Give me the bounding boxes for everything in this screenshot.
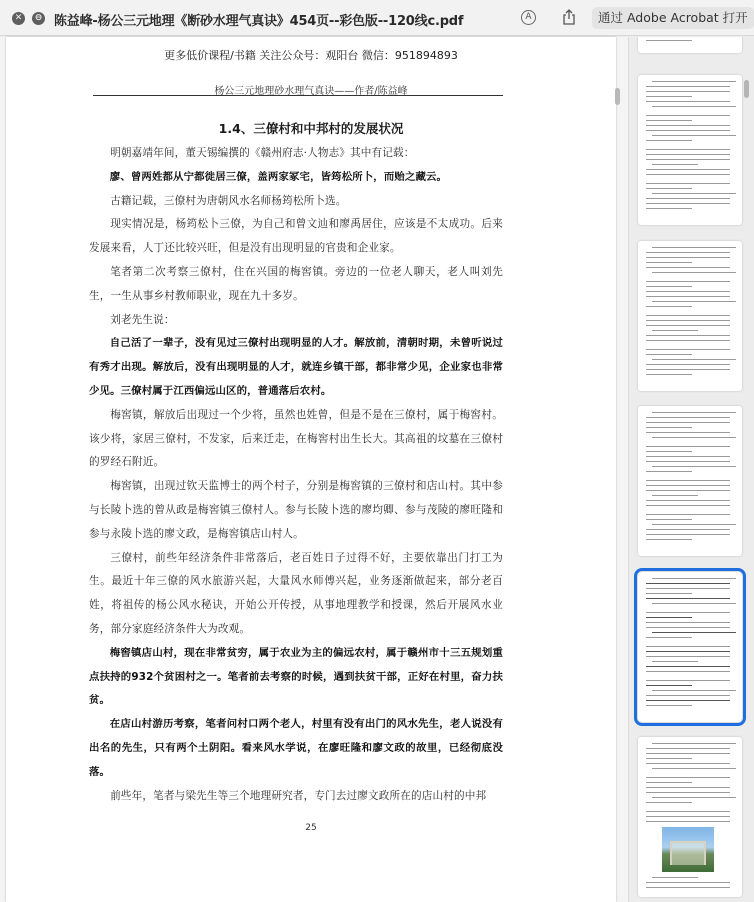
thumbnail-text-line	[652, 690, 736, 691]
thumbnail-text-line	[646, 622, 730, 623]
markup-icon[interactable]: A	[521, 10, 536, 25]
body-paragraph: 在店山村游历考察，笔者问村口两个老人，村里有没有出门的风水先生，老人说没有出名的先生，只有两个土阴阳。看来风水学说，在廖旺隆和廖文政的故里，已经彻底没落。	[89, 718, 503, 778]
header-rule	[93, 95, 503, 96]
thumbnail-text-line	[646, 753, 730, 754]
thumbnail-text-line	[646, 490, 730, 491]
thumbnail-text-line	[652, 81, 736, 82]
thumbnail-text-line	[646, 671, 730, 672]
thumbnail-text-line	[652, 412, 736, 413]
thumbnail-text-line	[646, 505, 730, 506]
thumbnail-text-line	[652, 495, 698, 496]
thumbnail-text-line	[646, 140, 692, 141]
thumbnail-text-line	[646, 485, 730, 486]
thumbnail-text-line	[646, 748, 730, 749]
page-thumbnail[interactable]	[638, 75, 742, 225]
thumbnail-text-line	[652, 603, 736, 604]
pdf-page	[6, 37, 616, 902]
thumbnail-text-line	[652, 301, 736, 302]
thumbnail-text-line	[646, 811, 730, 812]
thumbnail-sidebar[interactable]	[628, 37, 754, 902]
thumbnail-text-line	[646, 125, 730, 126]
thumbnail-text-line	[646, 666, 730, 667]
thumbnail-text-line	[646, 159, 730, 160]
thumbnail-text-line	[646, 188, 692, 189]
thumbnail-text-line	[646, 354, 692, 355]
thumbnail-text-line	[646, 763, 730, 764]
thumbnail-text-line	[652, 272, 736, 273]
thumbnail-text-line	[646, 593, 692, 594]
thumbnail-text-line	[652, 768, 736, 769]
thumbnail-text-line	[646, 306, 692, 307]
thumbnail-text-line	[646, 500, 730, 501]
thumbnail-text-line	[646, 588, 730, 589]
thumbnail-text-line	[646, 782, 692, 783]
thumbnail-text-line	[652, 135, 736, 136]
body-paragraph: 三僚村，前些年经济条件非常落后，老百姓日子过得不好，主要依靠出门打工为生。最近十年三僚的风水旅游兴起，大量风水师傅兴起，业务逐渐做起来，部分老百姓，将祖传的杨公风水秘诀，开始公开传授，从事地理教学和授课，然后开展风水业务，部分家庭经济条件大为改观。	[89, 551, 503, 635]
thumbnail-text-line	[646, 680, 730, 681]
body-paragraph: 明朝嘉靖年间，董天锡编撰的《赣州府志·人物志》其中有记载：	[110, 147, 415, 159]
thumbnail-text-line	[646, 816, 730, 817]
thumbnail-text-line	[646, 86, 730, 87]
thumbnail-text-line	[646, 821, 730, 822]
thumbnail-text-line	[646, 325, 730, 326]
thumbnail-text-line	[646, 695, 730, 696]
thumbnail-text-line	[646, 374, 692, 375]
thumbnail-photo	[662, 827, 714, 872]
thumbnail-text-line	[646, 101, 730, 102]
thumbnail-text-line	[646, 787, 730, 788]
thumbnail-text-line	[646, 583, 730, 584]
thumbnail-text-line	[646, 291, 730, 292]
thumbnail-text-line	[646, 777, 730, 778]
thumbnail-text-line	[652, 661, 698, 662]
thumbnail-text-line	[646, 882, 730, 883]
minimize-window-icon[interactable]: ⊖	[32, 12, 45, 25]
thumbnail-text-line	[646, 637, 692, 638]
thumbnail-text-line	[646, 257, 730, 258]
thumbnail-text-line	[646, 130, 730, 131]
thumbnail-text-line	[646, 427, 692, 428]
thumbnail-text-line	[652, 743, 736, 744]
thumbnail-text-line	[646, 262, 692, 263]
open-in-acrobat-button[interactable]: 通过 Adobe Acrobat 打开	[592, 7, 754, 29]
thumbnail-text-line	[652, 578, 736, 579]
thumbnail-text-line	[646, 417, 730, 418]
thumbnail-text-line	[646, 40, 692, 41]
page-thumbnail[interactable]	[638, 241, 742, 391]
page-thumbnail[interactable]	[638, 572, 742, 722]
thumbnail-text-line	[646, 617, 692, 618]
thumbnail-text-line	[652, 632, 736, 633]
thumbnail-text-line	[646, 169, 730, 170]
thumbnail-text-line	[646, 700, 730, 701]
thumbnail-text-line	[646, 612, 730, 613]
thumbnail-text-line	[646, 369, 730, 370]
thumbnail-text-line	[646, 656, 730, 657]
thumbnail-text-line	[652, 106, 736, 107]
thumbnail-text-line	[646, 685, 692, 686]
thumbnail-text-line	[646, 174, 730, 175]
thumbnail-text-line	[646, 315, 730, 316]
thumbnail-text-line	[646, 281, 730, 282]
thumbnail-text-line	[652, 466, 736, 467]
body-paragraph: 古籍记载，三僚村为唐朝风水名师杨筠松所卜选。	[110, 194, 347, 207]
page-number: 25	[305, 823, 317, 833]
thumbnail-text-line	[646, 627, 730, 628]
thumbnail-text-line	[646, 364, 730, 365]
share-icon[interactable]	[560, 9, 578, 27]
thumbnail-text-line	[646, 252, 730, 253]
thumbnail-text-line	[652, 797, 736, 798]
thumbnail-text-line	[646, 519, 692, 520]
close-window-icon[interactable]: ✕	[12, 12, 25, 25]
running-header: 杨公三元地理砂水理气真诀——作者/陈益峰	[214, 86, 408, 97]
gate-illustration	[670, 841, 706, 865]
thumbnail-text-line	[646, 267, 730, 268]
thumbnail-text-line	[646, 456, 730, 457]
share-glyph	[562, 9, 576, 25]
page-thumbnail[interactable]	[638, 37, 742, 53]
section-heading: 1.4、三僚村和中邦村的发展状况	[218, 121, 404, 136]
page-top-note: 更多低价课程/书籍 关注公众号：观阳台 微信：951894893	[164, 49, 458, 62]
thumbnail-text-line	[646, 598, 730, 599]
thumbnail-text-line	[646, 651, 730, 652]
body-paragraph: 梅窖镇，解放后出现过一个少将，虽然也姓曾，但是不是在三僚村，属于梅窖村。该少将，家居三僚村，不发家，后来迁走，在梅窖村出生长大。其高祖的坟墓在三僚村的罗经石附近。	[89, 408, 503, 469]
thumbnail-text-line	[646, 446, 730, 447]
body-paragraph: 自己活了一辈子，没有见过三僚村出现明显的人才。解放前，清朝时期，未曾听说过有秀才出现。解放后，没有出现明显的人才，就连乡镇干部，都非常少见，企业家也非常少见。三僚村属于江西偏远山区的，普通落后农村。	[89, 337, 503, 397]
thumbnail-text-line	[652, 359, 736, 360]
thumbnail-text-line	[646, 514, 730, 515]
thumbnail-text-line	[646, 320, 730, 321]
thumbnail-text-line	[646, 802, 692, 803]
thumbnail-text-line	[646, 203, 730, 204]
thumbnail-text-line	[646, 335, 730, 336]
thumbnail-text-line	[652, 164, 698, 165]
body-paragraph: 前些年，笔者与梁先生等三个地理研究者，专门去过廖文政所在的店山村的中邦	[110, 789, 487, 802]
thumbnail-text-line	[646, 96, 692, 97]
thumbnail-text-line	[646, 340, 730, 341]
thumbnail-text-line	[646, 792, 730, 793]
thumbnail-text-line	[646, 451, 692, 452]
thumbnail-text-line	[646, 286, 692, 287]
thumbnail-text-line	[646, 154, 730, 155]
thumbnail-text-line	[646, 539, 692, 540]
body-paragraph: 刘老先生说：	[110, 313, 175, 326]
thumbnail-text-line	[646, 91, 730, 92]
thumbnail-text-line	[646, 461, 730, 462]
thumbnail-text-line	[646, 480, 730, 481]
body-paragraph: 廖、曾两姓都从宁都徙居三僚，盖两家冢宅，皆筠松所卜，而贻之藏云。	[109, 170, 448, 183]
thumbnail-text-line	[646, 115, 730, 116]
body-paragraph: 笔者第二次考察三僚村，住在兴国的梅窖镇。旁边的一位老人聊天，老人叫刘先生，一生从事乡村教师职业，现在九十多岁。	[89, 265, 503, 302]
thumbnail-text-line	[646, 208, 692, 209]
thumbnail-text-line	[652, 193, 736, 194]
thumbnail-text-line	[646, 887, 730, 888]
thumbnail-text-line	[646, 534, 730, 535]
page-thumbnail[interactable]	[638, 406, 742, 556]
thumbnail-text-line	[646, 149, 730, 150]
thumbnail-text-line	[646, 198, 730, 199]
thumbnail-text-line	[652, 330, 698, 331]
document-viewer[interactable]	[0, 37, 628, 902]
thumbnail-text-line	[646, 120, 692, 121]
thumbnail-text-line	[646, 422, 730, 423]
body-paragraph: 梅窖镇店山村，现在非常贫穷，属于农业为主的偏远农村，属于赣州市十三五规划重点扶持的932个贫困村之一。笔者前去考察的时候，遇到扶贫干部，正好在村里，奋力扶贫。	[89, 646, 503, 707]
thumbnail-text-line	[646, 349, 730, 350]
thumbnail-text-line	[646, 529, 730, 530]
thumbnail-text-line	[652, 437, 736, 438]
thumbnail-text-line	[646, 432, 730, 433]
thumbnail-text-line	[646, 705, 692, 706]
thumbnail-text-line	[646, 296, 730, 297]
body-paragraph: 现实情况是，杨筠松卜三僚，为自己和曾文辿和廖禹居住，应该是不太成功。后来发展来看，人丁还比较兴旺，但是没有出现明显的官贵和企业家。	[89, 218, 503, 255]
thumbnail-text-line	[646, 758, 692, 759]
thumbnail-text-line	[652, 524, 736, 525]
window-titlebar	[0, 0, 754, 36]
page-body	[89, 142, 503, 808]
thumbnail-text-line	[652, 247, 736, 248]
window-title: 陈益峰-杨公三元地理《断砂水理气真诀》454页--彩色版--120线c.pdf	[54, 14, 464, 29]
thumbnail-text-line	[652, 877, 698, 878]
sidebar-scrollbar[interactable]	[744, 80, 749, 98]
page-thumbnail[interactable]	[638, 737, 742, 897]
document-scrollbar[interactable]	[615, 88, 620, 105]
body-paragraph: 梅窖镇，出现过钦天监博士的两个村子，分别是梅窖镇的三僚村和店山村。其中参与长陵卜选的曾从政是梅窖镇三僚村人。参与长陵卜选的廖均卿、参与茂陵的廖旺隆和参与永陵卜选的廖文政，是梅窖镇店山村人。	[89, 480, 503, 540]
thumbnail-text-line	[646, 183, 730, 184]
thumbnail-text-line	[646, 471, 692, 472]
thumbnail-text-line	[646, 646, 730, 647]
